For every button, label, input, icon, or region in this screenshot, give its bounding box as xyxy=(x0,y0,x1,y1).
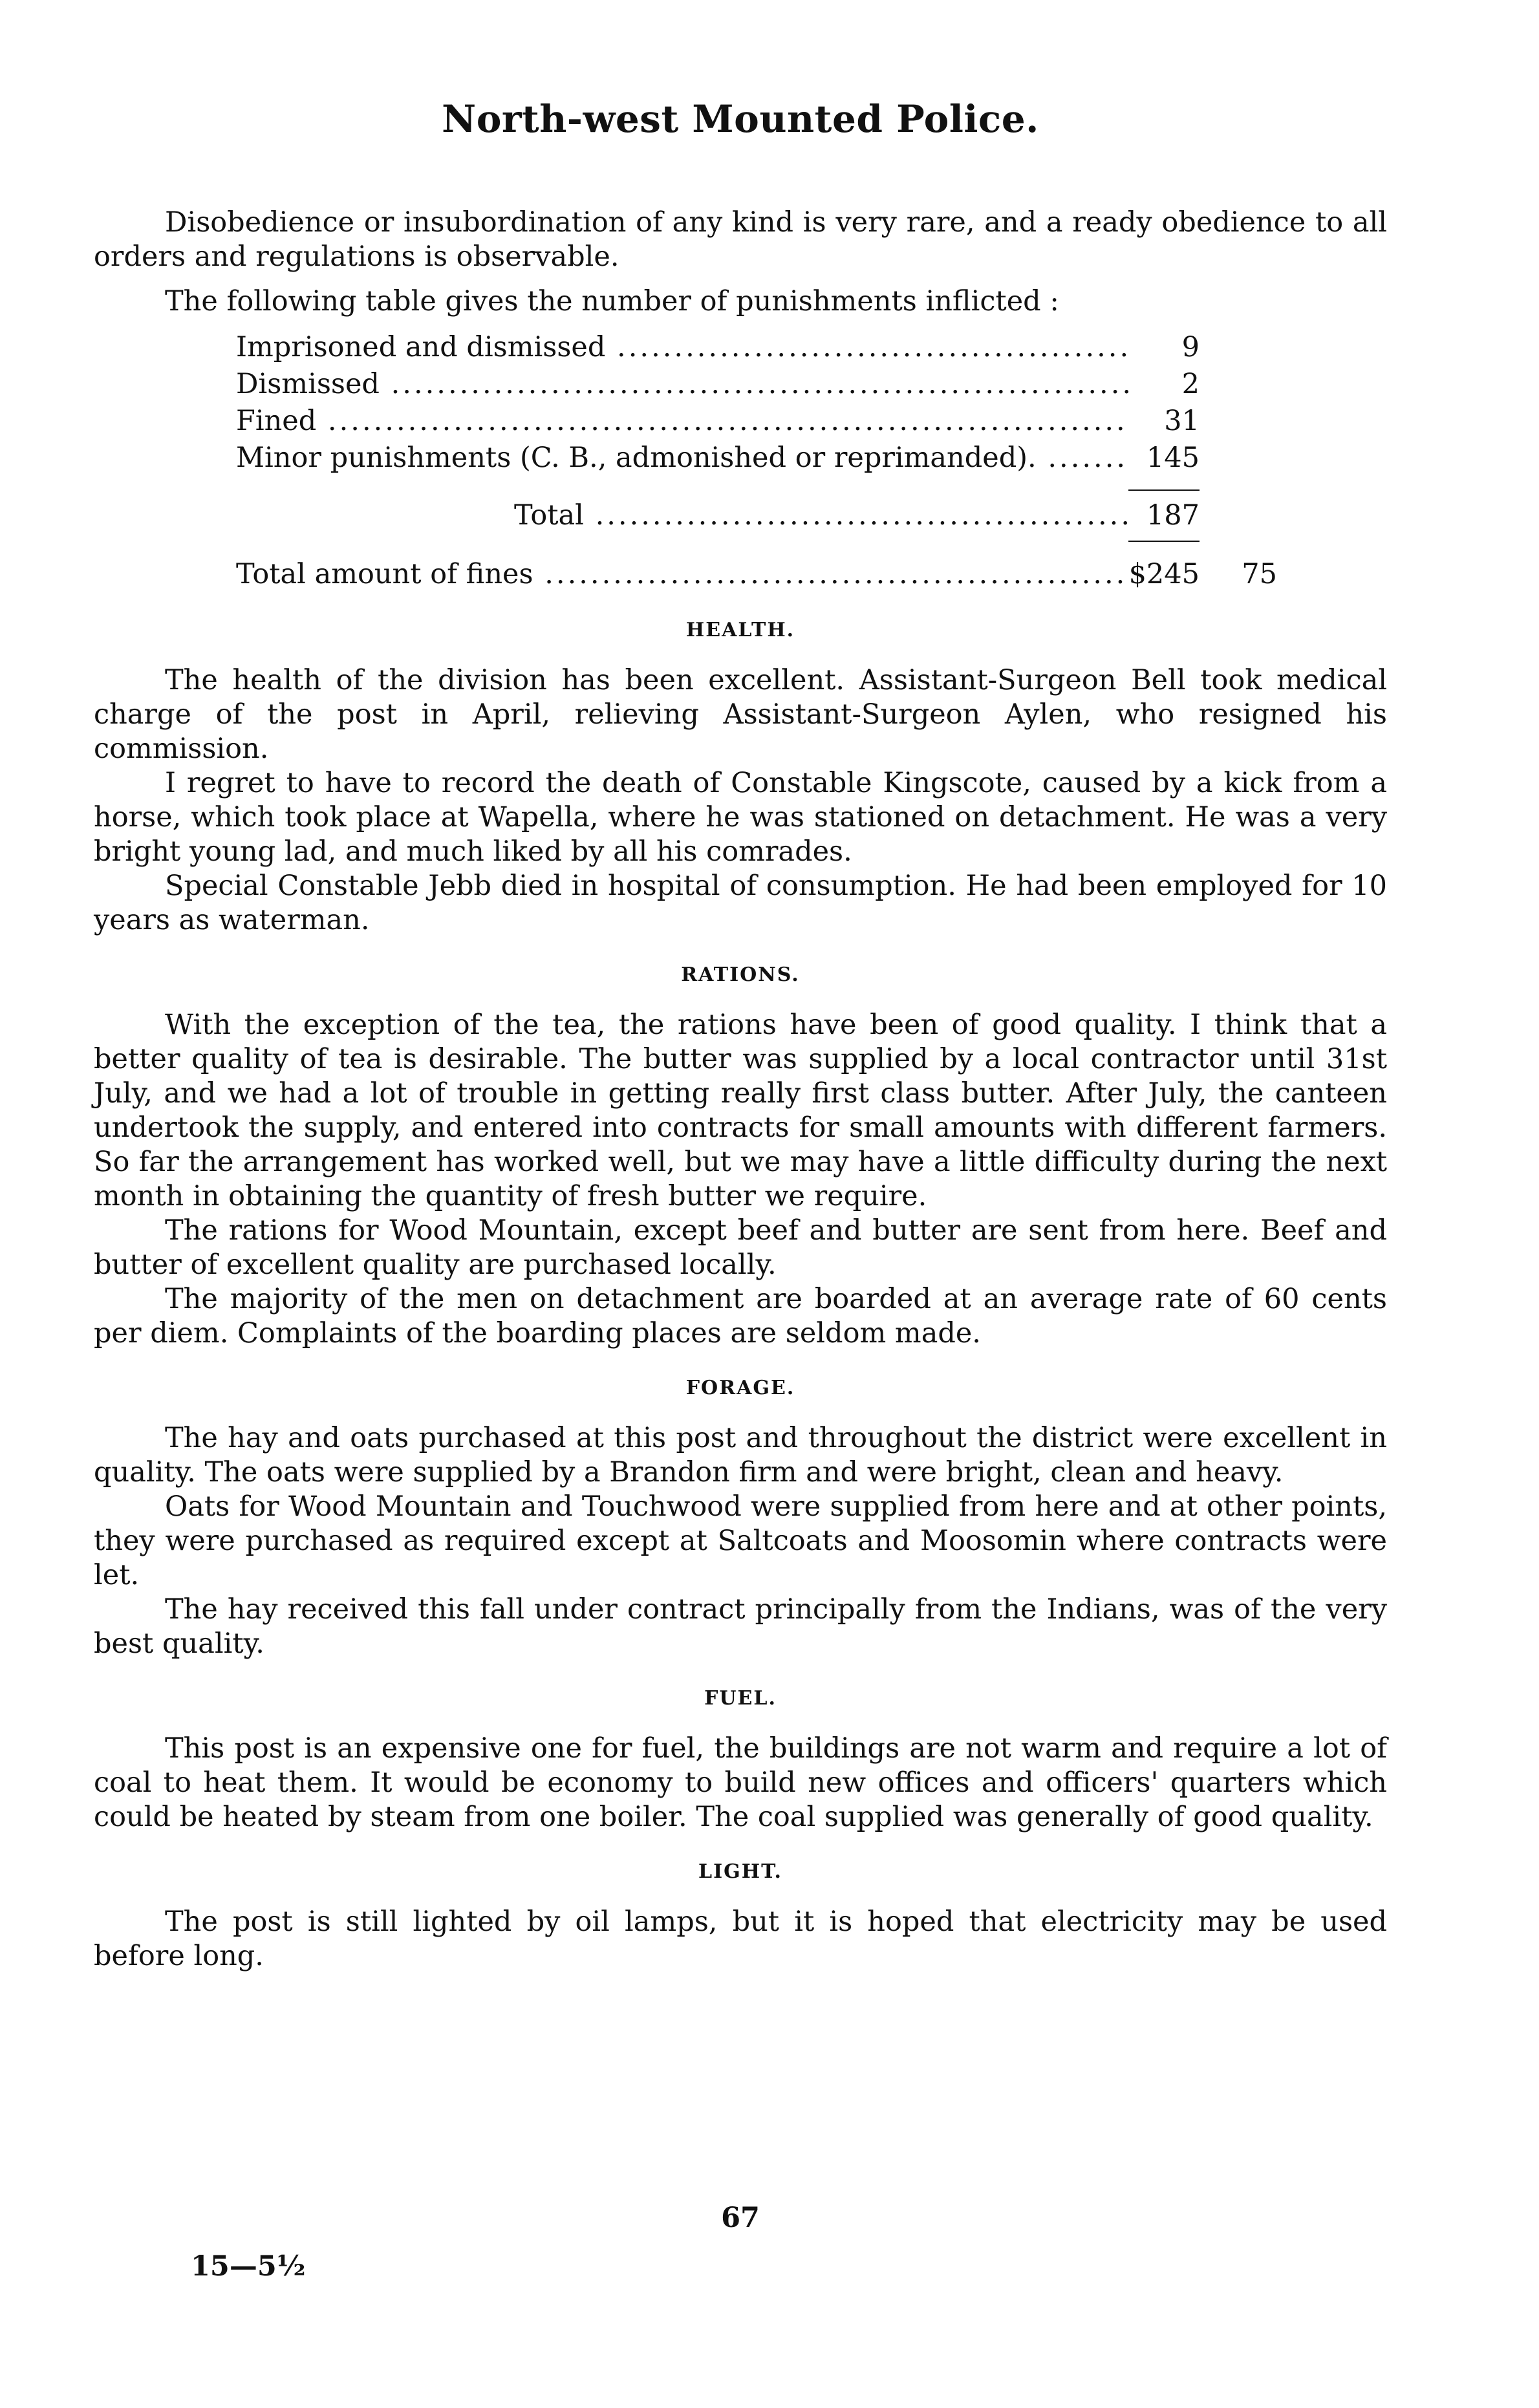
sum-rule xyxy=(1128,541,1200,542)
section-heading-light: LIGHT. xyxy=(698,1860,782,1883)
section-heading-forage: FORAGE. xyxy=(685,1377,795,1399)
fines-dollars: $245 xyxy=(1128,558,1200,590)
row-label: Dismissed ..... xyxy=(236,366,1128,403)
total-value: 187 xyxy=(1146,499,1200,532)
table-row xyxy=(236,403,1277,440)
forage-paragraph: Oats for Wood Mountain and Touchwood were supplied from here and at other points, they were purchased as required except at Saltcoats and Moosomin where contracts were let. xyxy=(94,1490,1387,1591)
row-label: Imprisoned and dismissed ..... xyxy=(236,329,1128,366)
page-number: 67 xyxy=(721,2202,760,2234)
punishments-table xyxy=(236,329,1277,593)
health-paragraph: I regret to have to record the death of Constable Kingscote, caused by a kick from a horse, which took place at Wapella, where he was stationed on detachment. He was a very bright young lad, and much liked by all his comrades. xyxy=(94,767,1387,868)
forage-paragraph: The hay received this fall under contract principally from the Indians, was of the very best quality. xyxy=(94,1593,1387,1660)
fines-label: Total amount of fines ..... xyxy=(236,556,1128,593)
row-value: 31 xyxy=(1164,405,1200,437)
section-heading-rations: RATIONS. xyxy=(681,963,800,986)
row-value: 9 xyxy=(1181,331,1200,363)
row-label: Minor punishments (C. B., admonished or reprimanded). ..... xyxy=(236,440,1128,477)
fines-cents: 75 xyxy=(1242,558,1277,590)
health-paragraph: The health of the division has been excellent. Assistant-Surgeon Bell took medical charge of the post in April, relieving Assistant-Surgeon Aylen, who resigned his commission. xyxy=(94,664,1387,765)
table-row xyxy=(236,329,1277,366)
light-paragraph: The post is still lighted by oil lamps, but it is hoped that electricity may be used before long. xyxy=(94,1906,1387,1972)
rations-paragraph: The majority of the men on detachment are boarded at an average rate of 60 cents per diem. Complaints of the boarding places are seldom made. xyxy=(94,1283,1387,1349)
health-paragraph: Special Constable Jebb died in hospital of consumption. He had been employed for 10 years as waterman. xyxy=(94,870,1387,936)
fines-row xyxy=(236,556,1277,593)
row-value: 2 xyxy=(1181,368,1200,400)
total-row xyxy=(514,497,1277,534)
table-row xyxy=(236,440,1277,477)
rations-paragraph: With the exception of the tea, the rations have been of good quality. I think that a better quality of tea is desirable. The butter was supplied by a local contractor until 31st July, and we had a lot of trouble in getting really first class butter. After July, the canteen undertook the supply, and entered into contracts for small amounts with different farmers. So far the arrangement has worked well, but we may have a little difficulty during the next month in obtaining the quantity of fresh butter we require. xyxy=(94,1009,1387,1212)
row-value: 145 xyxy=(1146,442,1200,474)
page-title: North-west Mounted Police. xyxy=(442,97,1039,141)
printer-signature: 15—5½ xyxy=(191,2250,306,2283)
table-row xyxy=(236,366,1277,403)
section-heading-health: HEALTH. xyxy=(685,619,795,641)
row-label: Fined ..... xyxy=(236,403,1128,440)
page-footer xyxy=(94,2202,1387,2283)
rations-paragraph: The rations for Wood Mountain, except beef and butter are sent from here. Beef and butter of excellent quality are purchased locally. xyxy=(94,1214,1387,1281)
section-heading-fuel: FUEL. xyxy=(704,1687,777,1710)
forage-paragraph: The hay and oats purchased at this post and throughout the district were excellent in quality. The oats were supplied by a Brandon firm and were bright, clean and heavy. xyxy=(94,1422,1387,1489)
total-label: Total ..... xyxy=(514,497,1128,534)
sum-rule xyxy=(1128,489,1200,491)
fuel-paragraph: This post is an expensive one for fuel, the buildings are not warm and require a lot of coal to heat them. It would be economy to build new offices and officers' quarters which could be heated by steam from one boiler. The coal supplied was generally of good quality. xyxy=(94,1732,1387,1833)
intro-paragraph: Disobedience or insubordination of any kind is very rare, and a ready obedience to all orders and regulations is observable. xyxy=(94,206,1387,273)
table-intro-paragraph: The following table gives the number of punishments inflicted : xyxy=(165,285,1059,317)
report-page xyxy=(94,97,1387,1973)
